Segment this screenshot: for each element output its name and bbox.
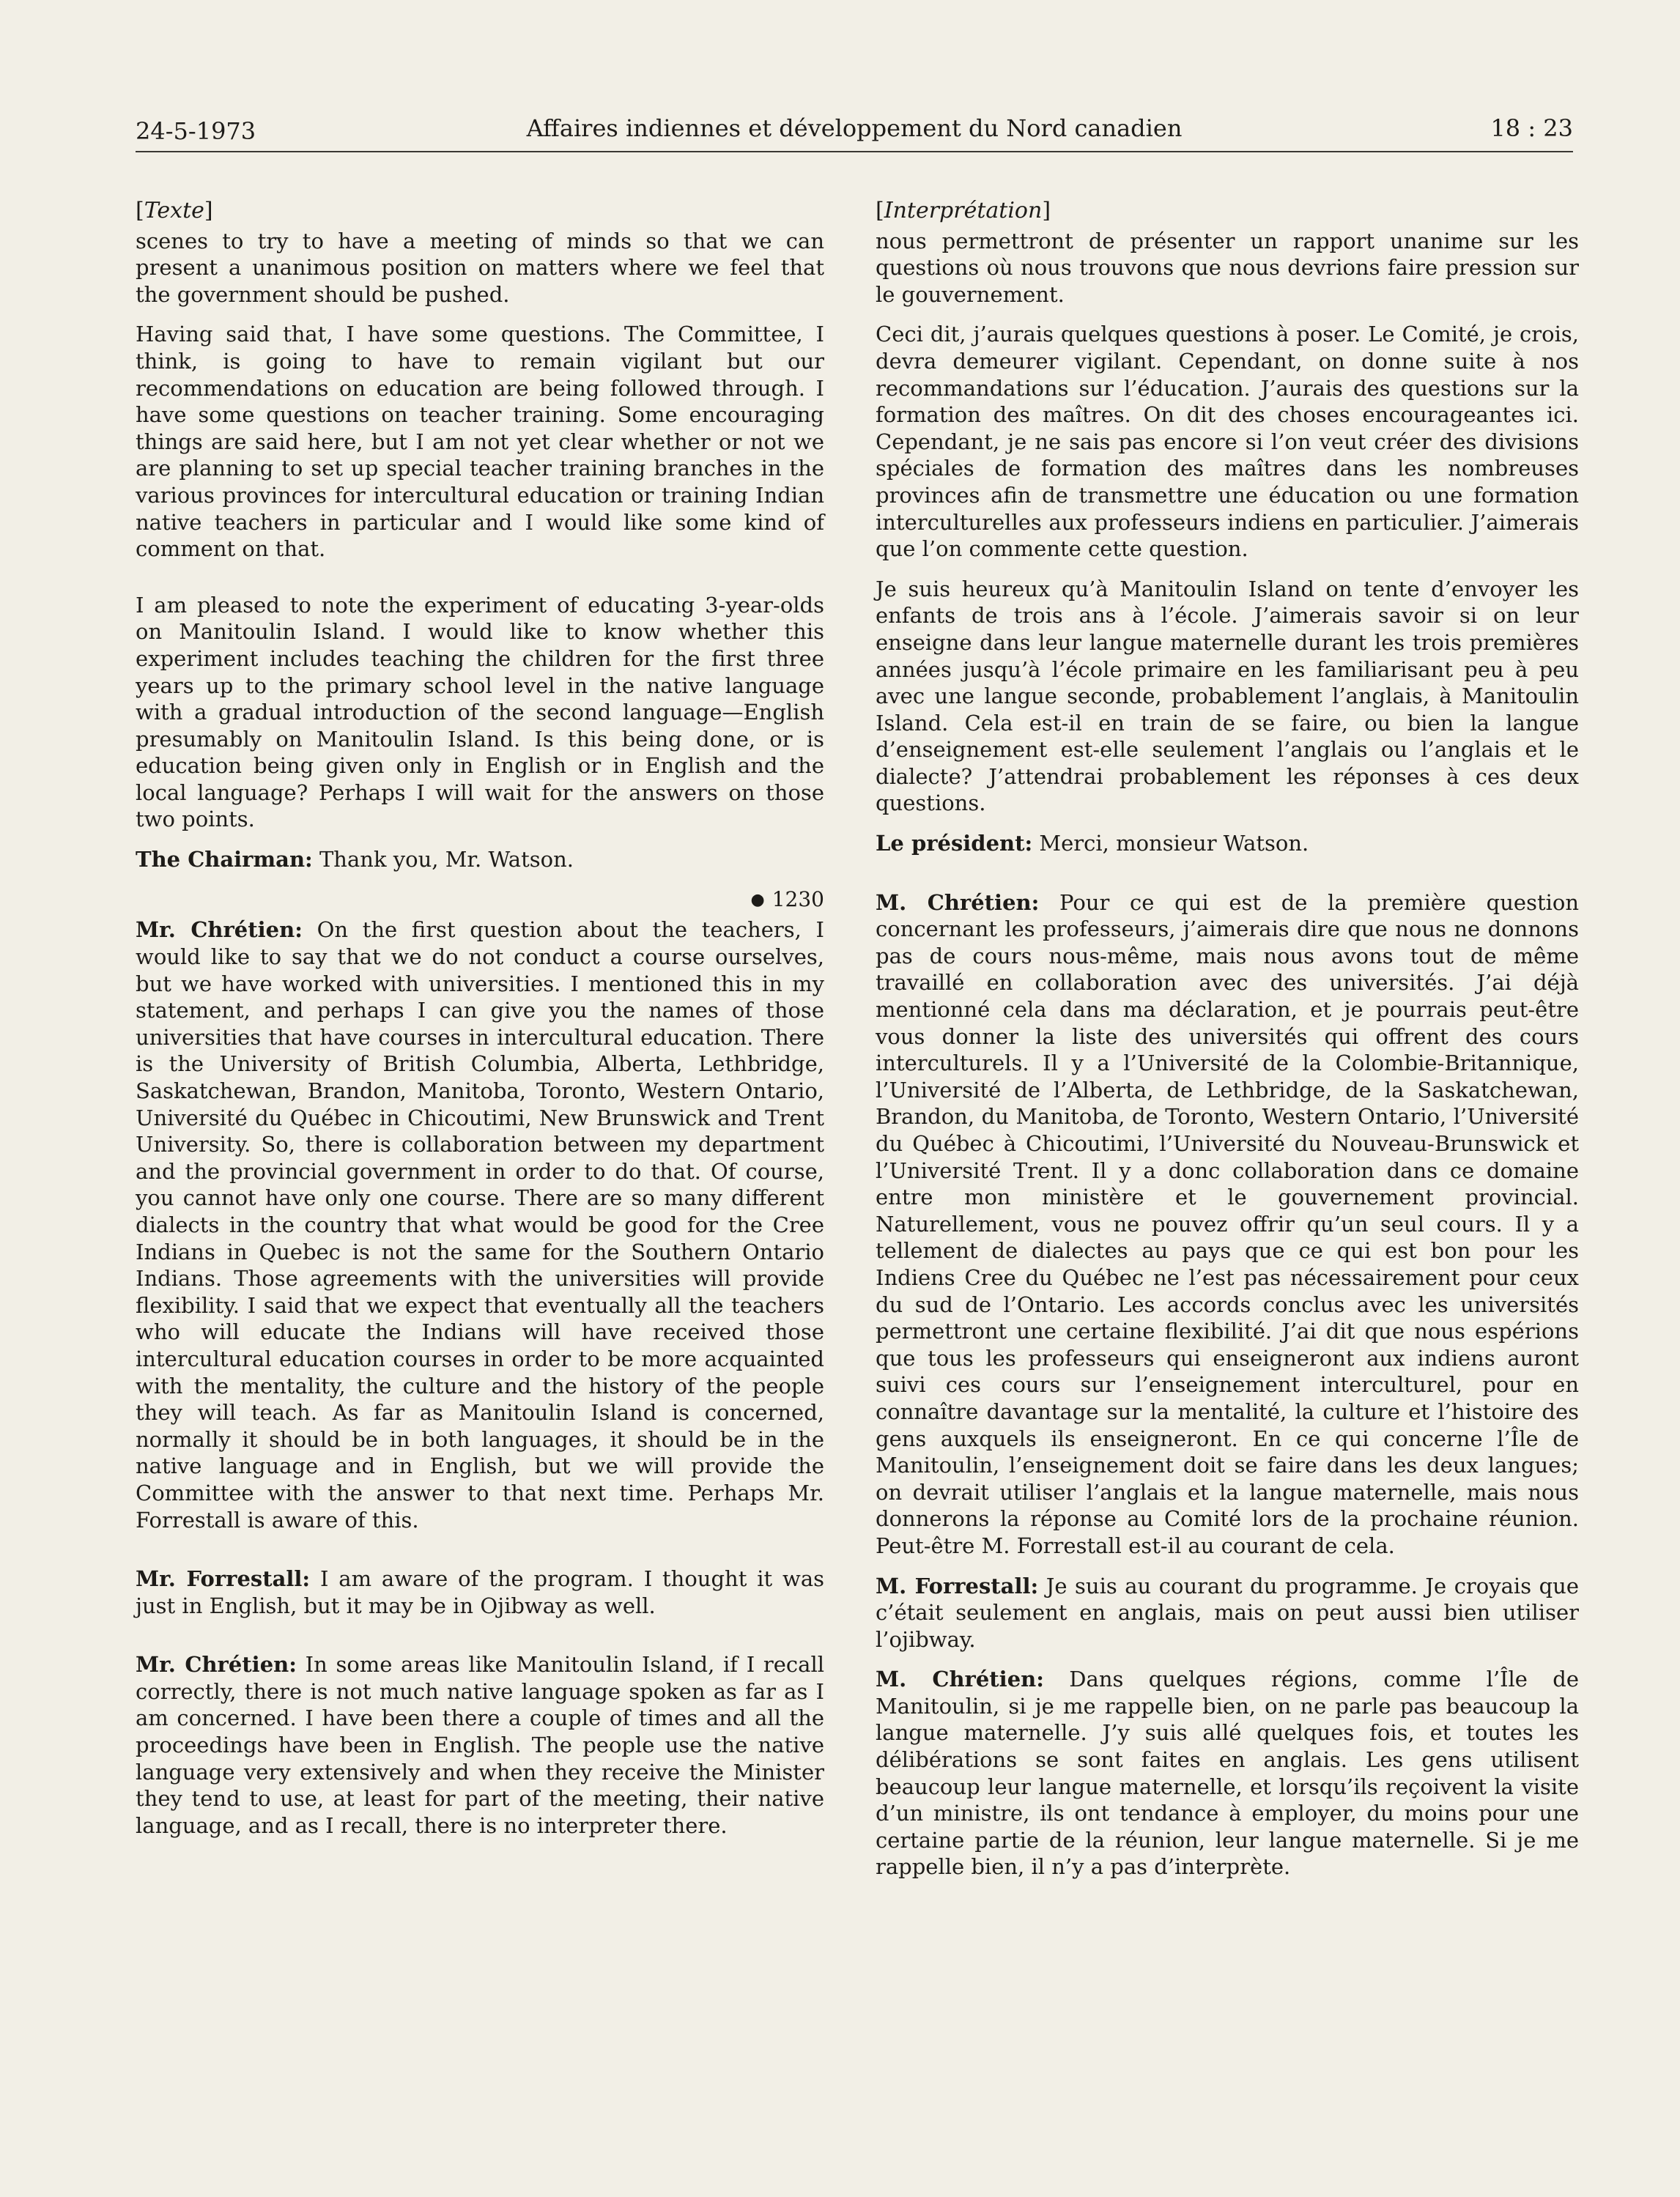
paragraph-text: I am aware of the program. I thought it was just in English, but it may be in Ojibway as well. xyxy=(136,1566,824,1618)
time-marker-text: 1230 xyxy=(771,886,824,911)
french-column xyxy=(876,198,1579,1894)
time-marker xyxy=(136,886,824,914)
column-label: [Interprétation] xyxy=(876,198,1051,223)
paragraph-text: Thank you, Mr. Watson. xyxy=(319,847,574,872)
header-date: 24-5-1973 xyxy=(136,117,256,145)
paragraph xyxy=(136,592,824,833)
paragraph xyxy=(136,916,824,1533)
paragraph-text: Je suis heureux qu’à Manitoulin Island on tente d’envoyer les enfants de trois ans à l’école. J’aimerais savoir si on leur enseigne dans leur langue maternelle durant les trois premières années jusqu’à l’école primaire en les familiarisant peu à peu avec une langue seconde, probablement l’anglais, à Manitoulin Island. Cela est-il en train de se faire, ou bien la langue d’enseignement est-elle seulement l’anglais ou l’anglais et le dialecte? J’attendrai probablement les réponses à ces deux questions. xyxy=(876,576,1579,816)
column-label-text: Interprétation xyxy=(884,198,1043,223)
paragraph-text: nous permettront de présenter un rapport unanime sur les questions où nous trouvons que nous devrions faire pression sur le gouvernement. xyxy=(876,228,1579,307)
column-label-text: Texte xyxy=(144,198,204,223)
paragraph xyxy=(876,1666,1579,1881)
bullet-icon: ● xyxy=(750,890,765,909)
speaker-name: Mr. Chrétien: xyxy=(136,917,303,943)
paragraph xyxy=(136,1651,824,1839)
paragraph xyxy=(136,228,824,308)
speaker-name: M. Chrétien: xyxy=(876,889,1040,915)
paragraph xyxy=(136,321,824,562)
paragraph-text: Having said that, I have some questions. The Committee, I think, is going to have to remain vigilant but our recommendations on education are being followed through. I have some questions on teacher training. Some encouraging things are said here, but I am not yet clear whether or not we are planning to set up special teacher training branches in the various provinces for intercultural education or training Indian native teachers in particular and I would like some kind of comment on that. xyxy=(136,322,824,562)
paragraph xyxy=(136,1566,824,1619)
english-column xyxy=(136,198,824,1852)
paragraph-text: Merci, monsieur Watson. xyxy=(1039,831,1309,856)
paragraph xyxy=(876,830,1579,857)
paragraph xyxy=(876,1573,1579,1653)
paragraph-text: Je suis au courant du programme. Je croyais que c’était seulement en anglais, mais on peut aussi bien utiliser l’ojibway. xyxy=(876,1573,1580,1652)
speaker-name: M. Chrétien: xyxy=(876,1667,1044,1692)
paragraph-text: Pour ce qui est de la première question concernant les professeurs, j’aimerais dire que nous ne donnons pas de cours nous-même, mais nous avons tout de même travaillé en collaboration avec des universités. J’ai déjà mentionné cela dans ma déclaration, et je pourrais peut-être vous donner la liste des universités qui offrent des cours interculturels. Il y a l’Université de la Colombie-Britannique, l’Université de l’Alberta, de Lethbridge, de la Saskatchewan, Brandon, du Manitoba, de Toronto, Western Ontario, l’Université du Québec à Chicoutimi, l’Université du Nouveau-Brunswick et l’Université Trent. Il y a donc collaboration dans ce domaine entre mon ministère et le gouvernement provincial. Naturellement, vous ne pouvez offrir qu’un seul cours. Il y a tellement de dialectes au pays que ce qui est bon pour les Indiens Cree du Québec ne l’est pas nécessairement pour ceux du sud de l’Ontario. Les accords conclus avec les universités permettront une certaine flexibilité. J’ai dit que nous espérions que tous les professeurs qui enseigneront aux indiens auront suivi ces cours sur l’enseignement interculturel, pour en connaître davantage sur la mentalité, la culture et l’histoire des gens auxquels ils enseigneront. En ce qui concerne l’Île de Manitoulin, l’enseignement doit se faire dans les deux langues; on devrait utiliser l’anglais et la langue maternelle, mais nous donnerons la réponse au Comité lors de la prochaine réunion. Peut-être M. Forrestall est-il au courant de cela. xyxy=(876,889,1580,1558)
paragraph xyxy=(876,889,1579,1560)
page-header xyxy=(136,108,1573,152)
paragraph-text: I am pleased to note the experiment of educating 3-year-olds on Manitoulin Island. I would like to know whether this experiment includes teaching the children for the first three years up to the primary school level in the native language with a gradual introduction of the second language—English presumably on Manitoulin Island. Is this being done, or is education being given only in English or in English and the local language? Perhaps I will wait for the answers on those two points. xyxy=(136,592,824,832)
paragraph-text: scenes to try to have a meeting of minds so that we can present a unanimous position on matters where we feel that the government should be pushed. xyxy=(136,228,824,307)
paragraph xyxy=(136,846,824,873)
column-label: [Texte] xyxy=(136,198,213,223)
page-number: 18 : 23 xyxy=(1490,114,1573,142)
speaker-name: The Chairman: xyxy=(136,847,313,872)
speaker-name: M. Forrestall: xyxy=(876,1573,1039,1598)
paragraph-text: Ceci dit, j’aurais quelques questions à poser. Le Comité, je crois, devra demeurer vigilant. Cependant, on donne suite à nos recommandations sur l’éducation. J’aurais des questions sur la formation des maîtres. On dit des choses encourageantes ici. Cependant, je ne sais pas encore si l’on veut créer des divisions spéciales de formation des maîtres dans les nombreuses provinces afin de transmettre une éducation ou une formation interculturelles aux professeurs indiens en particulier. J’aimerais que l’on commente cette question. xyxy=(876,322,1579,562)
paragraph-text: Dans quelques régions, comme l’Île de Manitoulin, si je me rappelle bien, on ne parle pas beaucoup la langue maternelle. J’y suis allé quelques fois, et toutes les délibérations se sont faites en anglais. Les gens utilisent beaucoup leur langue maternelle, et lorsqu’ils reçoivent la visite d’un ministre, ils ont tendance à employer, du moins pour une certaine partie de la réunion, leur langue maternelle. Si je me rappelle bien, il n’y a pas d’interprète. xyxy=(876,1667,1580,1880)
paragraph xyxy=(876,321,1579,562)
paragraph xyxy=(876,576,1579,817)
paragraph-text: In some areas like Manitoulin Island, if I recall correctly, there is not much native language spoken as far as I am concerned. I have been there a couple of times and all the proceedings have been in English. The people use the native language very extensively and when they receive the Minister they tend to use, at least for part of the meeting, their native language, and as I recall, there is no interpreter there. xyxy=(136,1652,824,1838)
paragraph-text: On the first question about the teachers, I would like to say that we do not conduct a course ourselves, but we have worked with universities. I mentioned this in my statement, and perhaps I can give you the names of those universities that have courses in intercultural education. There is the University of British Columbia, Alberta, Lethbridge, Saskatchewan, Brandon, Manitoba, Toronto, Western Ontario, Université du Québec in Chicoutimi, New Brunswick and Trent University. So, there is collaboration between my department and the provincial government in order to do that. Of course, you cannot have only one course. There are so many different dialects in the country that what would be good for the Cree Indians in Quebec is not the same for the Southern Ontario Indians. Those agreements with the universities will provide flexibility. I said that we expect that eventually all the teachers who will educate the Indians will have received those intercultural education courses in order to be more acquainted with the mentality, the culture and the history of the people they will teach. As far as Manitoulin Island is concerned, normally it should be in both languages, it should be in the native language and in English, but we will provide the Committee with the answer to that next time. Perhaps Mr. Forrestall is aware of this. xyxy=(136,917,824,1533)
speaker-name: Mr. Chrétien: xyxy=(136,1652,297,1678)
paragraph xyxy=(876,228,1579,308)
speaker-name: Le président: xyxy=(876,831,1033,856)
speaker-name: Mr. Forrestall: xyxy=(136,1566,311,1592)
header-title: Affaires indiennes et développement du Nord canadien xyxy=(526,114,1183,142)
